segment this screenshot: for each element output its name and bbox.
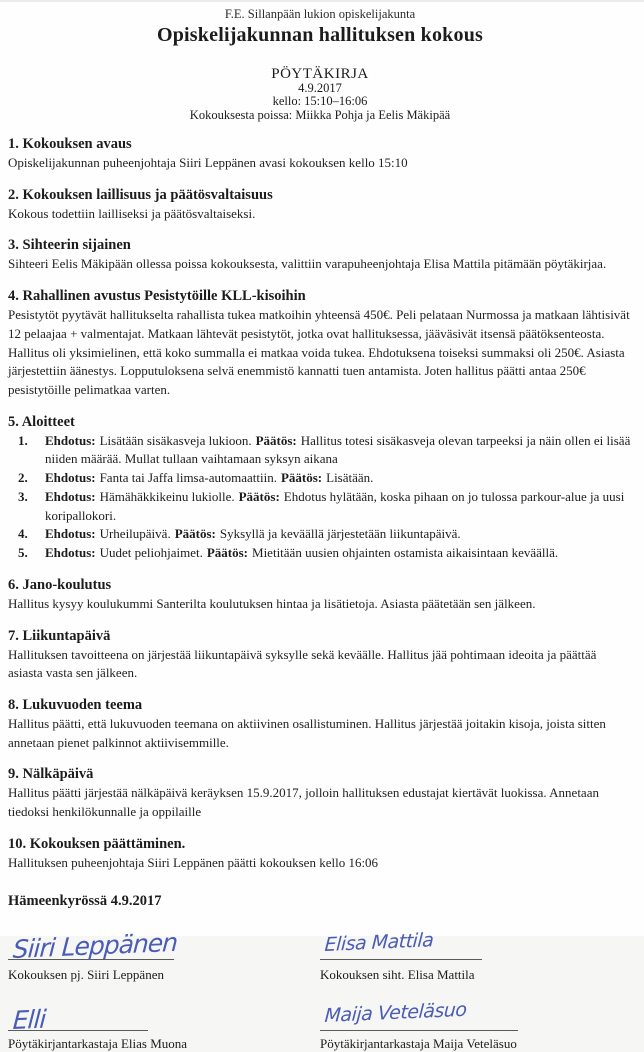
section-4 <box>8 288 632 400</box>
document-meta <box>8 68 632 122</box>
section-heading: 5. Aloitteet <box>8 413 75 430</box>
section-body: Pesistytöt pyytävät hallitukselta rahallista tukea matkoihin yhteensä 450€. Peli pelataan Nurmossa ja matkaan lähtisivät 12 pelaajaa + valmentajat. Matkaan lähtevät pesistytöt, jotka ovat hallituksessa, jääväsivät itsensä päätöksenteosta. Hallitus oli yksimielinen, että koko summalla ei matkaa voida tukea. Ehdotuksena toiseksi summaksi oli 250€. Asiasta järjestettiin äänestys. Lopputuloksena selvä enemmistö kannatti tuen antamista. Joten hallitus päätti antaa 250€ pesistytöille pelimatkaa varten. <box>8 307 630 398</box>
ehdotus-text: Uudet peliohjaimet. <box>99 545 203 561</box>
ehdotus-text: Urheilupäivä. <box>99 526 171 542</box>
section-heading: 2. Kokouksen laillisuus ja päätösvaltaisuus <box>8 186 273 203</box>
signature-box <box>320 993 632 1033</box>
signature-caption: Kokouksen pj. Siiri Leppänen <box>8 966 164 982</box>
ehdotus-text: Hämähäkkikeinu lukiolle. <box>99 488 235 504</box>
signature-box <box>8 993 320 1033</box>
signature-secretary <box>320 910 632 983</box>
sections-container <box>8 136 632 873</box>
section-body: Hallitus päätti järjestää nälkäpäivä keräyksen 15.9.2017, jolloin hallituksen edustajat kiertävät luokissa. Annetaan tiedoksi henkilökunnalle ja oppilaille <box>8 785 599 820</box>
signature-chairperson <box>8 910 320 983</box>
signature-caption: Pöytäkirjantarkastaja Elias Muona <box>8 1035 188 1051</box>
signature-caption: Kokouksen siht. Elisa Mattila <box>320 966 475 982</box>
document-header <box>8 7 632 122</box>
handwritten-signature: Elisa Mattila <box>324 928 435 956</box>
list-item-number: 4. <box>18 526 28 542</box>
handwritten-signature: Siiri Leppänen <box>12 927 178 964</box>
organization-line: F.E. Sillanpään lukion opiskelijakunta <box>224 7 416 21</box>
signature-inspector-2 <box>320 983 632 1052</box>
paatos-text: Mietitään uusien ohjainten ostamista aikaisintaan keväällä. <box>252 545 559 561</box>
document-type: PÖYTÄKIRJA <box>271 66 369 82</box>
signature-inspector-1 <box>8 983 320 1052</box>
section-heading: 6. Jano-koulutus <box>8 576 112 593</box>
paatos-text: Lisätään. <box>326 470 374 486</box>
signature-box <box>320 920 632 964</box>
list-item <box>8 488 632 525</box>
paatos-text: Hallitus totesi sisäkasveja olevan tarpeeksi ja näin ollen ei lisää niiden määrää. Mullat tullaan vaihtamaan syksyn aikana <box>45 432 631 467</box>
section-5 <box>8 414 632 563</box>
section-7 <box>8 628 632 683</box>
paatos-label: Päätös: <box>255 432 297 448</box>
section-body: Opiskelijakunnan puheenjohtaja Siiri Leppänen avasi kokouksen kello 15:10 <box>8 155 408 170</box>
handwritten-signature: Elli <box>12 1004 47 1035</box>
paatos-label: Päätös: <box>174 526 216 542</box>
initiatives-list <box>8 432 632 563</box>
list-item-number: 3. <box>18 488 28 504</box>
signature-caption: Pöytäkirjantarkastaja Maija Veteläsuo <box>320 1035 517 1051</box>
section-2 <box>8 187 632 224</box>
paatos-text: Ehdotus hylätään, koska pihaan on jo tulossa parkour-alue ja uusi koripallokori. <box>45 488 625 523</box>
section-body: Sihteeri Eelis Mäkipään ollessa poissa kokouksesta, valittiin varapuheenjohtaja Elisa Mattila pitämään pöytäkirjaa. <box>8 256 607 272</box>
signature-box <box>8 920 320 964</box>
ehdotus-label: Ehdotus: <box>45 526 96 542</box>
paatos-text: Syksyllä ja keväällä järjestetään liikuntapäivä. <box>219 526 461 542</box>
meeting-time: kello: 15:10–16:06 <box>272 94 368 108</box>
section-body: Kokous todettiin lailliseksi ja päätösvaltaiseksi. <box>8 205 256 221</box>
paatos-label: Päätös: <box>280 470 323 486</box>
section-9 <box>8 766 632 821</box>
section-6 <box>8 577 632 614</box>
paatos-label: Päätös: <box>206 545 249 561</box>
section-1 <box>8 136 632 173</box>
section-heading: 3. Sihteerin sijainen <box>8 237 131 254</box>
section-heading: 9. Nälkäpäivä <box>8 766 94 783</box>
ehdotus-label: Ehdotus: <box>45 432 96 448</box>
list-item-number: 5. <box>18 545 28 561</box>
section-8 <box>8 697 632 752</box>
ehdotus-text: Lisätään sisäkasveja lukioon. <box>99 432 252 448</box>
section-10 <box>8 836 632 873</box>
list-item-text <box>45 525 632 544</box>
section-heading: 4. Rahallinen avustus Pesistytöille KLL-kisoihin <box>8 288 306 305</box>
section-heading: 10. Kokouksen päättäminen. <box>8 835 186 852</box>
ehdotus-label: Ehdotus: <box>45 545 96 561</box>
signature-line <box>320 959 482 960</box>
section-heading: 7. Liikuntapäivä <box>8 627 111 644</box>
section-heading: 1. Kokouksen avaus <box>8 136 132 152</box>
list-item-number: 2. <box>18 470 28 486</box>
closing-block <box>8 893 632 1052</box>
list-item <box>8 469 632 488</box>
section-body: Hallitus päätti, että lukuvuoden teemana on aktiivinen osallistuminen. Hallitus järjestää joitakin kisoja, joista sitten annetaan pienet palkinnot aktiivisemmille. <box>8 715 606 750</box>
list-item-number: 1. <box>18 432 28 448</box>
ehdotus-label: Ehdotus: <box>45 470 96 486</box>
section-body: Hallituksen tavoitteena on järjestää liikuntapäivä syksylle sekä keväälle. Hallitus jää pohtimaan ideoita ja päättää asiasta vasta sen jälkeen. <box>8 646 597 681</box>
section-3 <box>8 237 632 274</box>
absent-members-line: Kokouksesta poissa: Miikka Pohja ja Eelis Mäkipää <box>189 107 451 122</box>
section-body: Hallituksen puheenjohtaja Siiri Leppänen päätti kokouksen kello 16:06 <box>8 854 379 870</box>
place-and-date: Hämeenkyrössä 4.9.2017 <box>8 892 162 909</box>
handwritten-signature: Maija Veteläsuo <box>324 998 468 1027</box>
list-item <box>8 544 632 563</box>
section-body: Hallitus kysyy koulukummi Santerilta koulutuksen hintaa ja lisätietoja. Asiasta päätetään sen jälkeen. <box>8 595 536 611</box>
list-item-text <box>45 469 632 488</box>
list-item <box>8 525 632 544</box>
list-item-text <box>45 544 632 563</box>
ehdotus-label: Ehdotus: <box>45 488 96 504</box>
meeting-date: 4.9.2017 <box>298 80 342 95</box>
paatos-label: Päätös: <box>238 488 280 504</box>
signature-line <box>320 1030 518 1031</box>
section-heading: 8. Lukuvuoden teema <box>8 696 143 713</box>
ehdotus-text: Fanta tai Jaffa limsa-automaattiin. <box>99 470 277 486</box>
document-title: Opiskelijakunnan hallituksen kokous <box>156 24 484 46</box>
list-item <box>8 432 632 469</box>
list-item-text <box>45 488 632 525</box>
list-item-text <box>45 432 632 469</box>
signature-grid <box>8 910 632 1052</box>
